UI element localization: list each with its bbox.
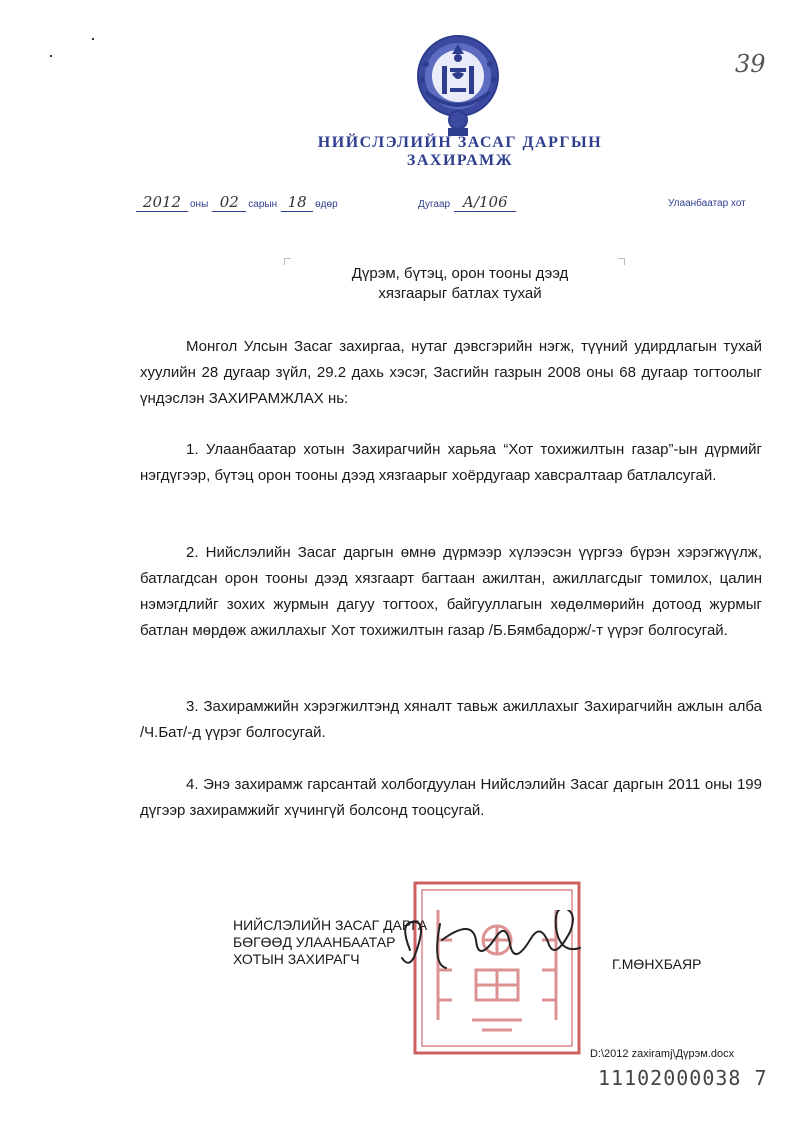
decree-number-line [416,193,516,212]
date-day: 18 [281,193,313,212]
clause-2: 2. Нийслэлийн Засаг даргын өмнө дүрмээр хүлээсэн үүргээ бүрэн хэрэгжүүлж, батлагдсан орон тооны дээд хязгаарт багтаан ажилтан, ажиллагсдыг томилох, цалин нэмэгдлийг зохих журмын дагуу тогтоох, байгууллагын хөдөлмөрийн дотоод журмыг батлан мөрдөж ажиллахыг Хот тохижилтын газар /Б.Бямбадорж/-т үүрэг болгосугай. [140,544,762,639]
handwritten-page-number: 39 [735,50,766,78]
day-label: өдөр [315,199,338,210]
clause-4: 4. Энэ захирамж гарсантай холбогдуулан Нийслэлийн Засаг даргын 2011 оны 199 дүгээр захирамжийг хүчингүй болсонд тооцсугай. [140,776,762,819]
signatory-title-line-2: БӨГӨӨД УЛААНБААТАР [233,934,396,950]
month-label: сарын [248,199,278,210]
signatory-title-line-3: ХОТЫН ЗАХИРАГЧ [233,951,360,967]
org-line-1: НИЙСЛЭЛИЙН ЗАСАГ ДАРГЫН [317,134,603,151]
document-code: 11102000038 7 [598,1066,768,1090]
decree-number: А/106 [454,193,516,212]
scan-speck [50,55,52,57]
signatory-title-line-1: НИЙСЛЭЛИЙН ЗАСАГ ДАРГА [233,917,428,933]
date-line [136,193,342,212]
date-year: 2012 [136,193,188,212]
file-path: D:\2012 zaxiramj\Дүрэм.docx [590,1048,735,1060]
signatory-title [233,917,427,968]
issuing-organization [260,134,660,170]
clause-3: 3. Захирамжийн хэрэгжилтэнд хяналт тавьж ажиллахыг Захирагчийн ажлын алба /Ч.Бат/-д үүрэг болгосугай. [140,698,762,741]
number-label: Дугаар [418,199,451,210]
org-line-2: ЗАХИРАМЖ [406,152,514,169]
intro-paragraph: Монгол Улсын Засаг захиргаа, нутаг дэвсгэрийн нэгж, түүний удирдлагын тухай хуулийн 28 дугаар зүйл, 29.2 дахь хэсэг, Засгийн газрын 2008 оны 68 дугаар тогтоолыг үндэслэн ЗАХИРАМЖЛАХ нь: [140,338,762,407]
title-line-2: хязгаарыг батлах тухай [378,285,542,302]
signatory-name: Г.МӨНХБАЯР [612,956,702,972]
year-label: оны [190,199,209,210]
scan-speck [92,38,94,40]
clause-1: 1. Улаанбаатар хотын Захирагчийн харьяа “Хот тохижилтын газар”-ын дүрмийг нэгдүгээр, бүтэц орон тооны дээд хязгаарыг хоёрдугаар хавсралтаар батлалсугай. [140,441,762,484]
city-name: Улаанбаатар хот [668,198,746,209]
document-title [280,264,640,304]
state-emblem-icon [412,28,504,138]
title-line-1: Дүрэм, бүтэц, орон тооны дээд [351,265,569,282]
date-month: 02 [212,193,246,212]
